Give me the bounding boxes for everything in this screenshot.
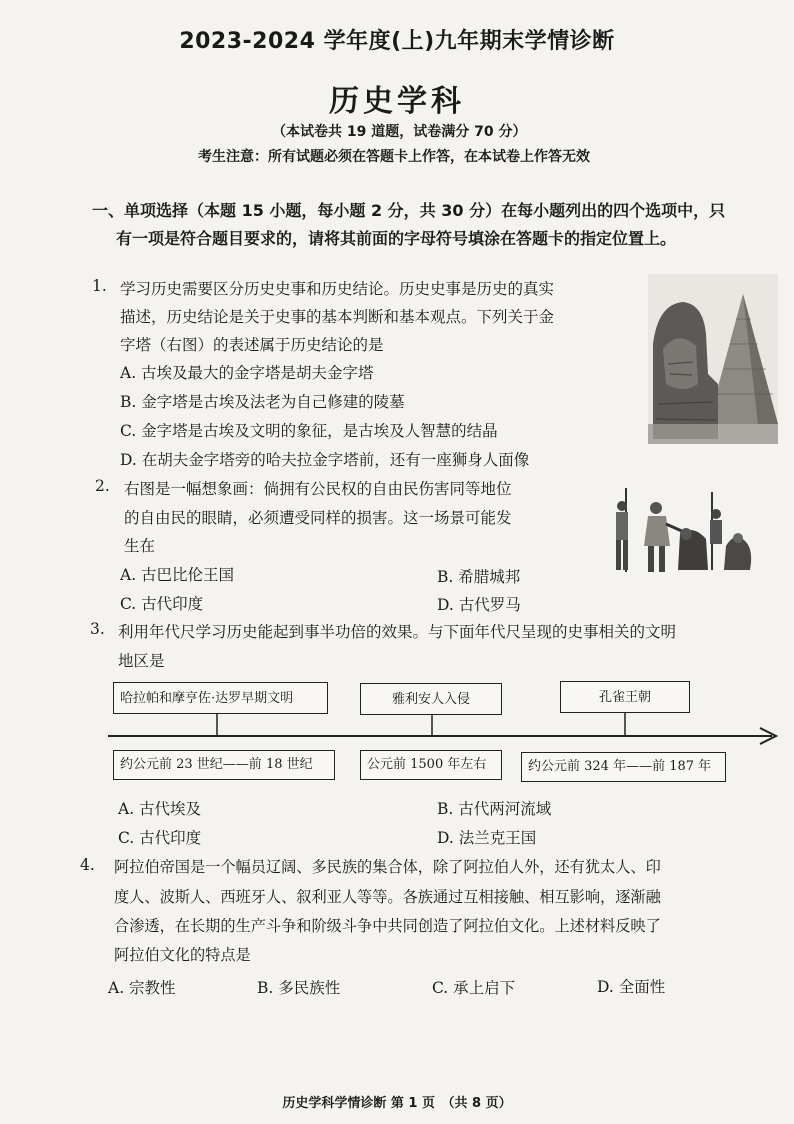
q1-line-1: 学习历史需要区分历史史事和历史结论。历史史事是历史的真实: [120, 280, 555, 298]
q4-option-a: A. 宗教性: [108, 979, 176, 997]
section-line-1: 一、单项选择（本题 15 小题，每小题 2 分，共 30 分）在每小题列出的四个选项中，只: [92, 201, 726, 220]
q2-line-2: 的自由民的眼睛，必须遭受同样的损害。这一场景可能发: [124, 509, 512, 527]
q4-number: 4.: [80, 856, 95, 874]
q2-line-1: 右图是一幅想象画：倘拥有公民权的自由民伤害同等地位: [124, 480, 512, 498]
q1-number: 1.: [92, 277, 107, 295]
timeline-date-2: 公元前 1500 年左右: [360, 750, 502, 780]
section-line-2: 有一项是符合题目要求的，请将其前面的字母符号填涂在答题卡的指定位置上。: [116, 229, 677, 248]
q4-line-4: 阿拉伯文化的特点是: [114, 946, 251, 964]
section-heading: [92, 197, 772, 253]
q1-option-d: D. 在胡夫金字塔旁的哈夫拉金字塔前，还有一座狮身人面像: [120, 451, 530, 469]
q1-line-3: 字塔（右图）的表述属于历史结论的是: [120, 336, 384, 354]
q2-number: 2.: [95, 477, 110, 495]
timeline-date-3: 约公元前 324 年——前 187 年: [521, 752, 726, 782]
timeline-date-1: 约公元前 23 世纪——前 18 世纪: [113, 750, 335, 780]
q3-option-c: C. 古代印度: [118, 829, 202, 847]
q4-line-1: 阿拉伯帝国是一个幅员辽阔、多民族的集合体，除了阿拉伯人外，还有犹太人、印: [114, 858, 661, 876]
q2-line-3: 生在: [124, 537, 156, 555]
q3-option-b: B. 古代两河流域: [437, 800, 552, 818]
q2-option-a: A. 古巴比伦王国: [120, 566, 235, 584]
q4-line-2: 度人、波斯人、西班牙人、叙利亚人等等。各族通过互相接触、相互影响，逐渐融: [114, 888, 661, 906]
q4-option-b: B. 多民族性: [257, 979, 341, 997]
q1-line-2: 描述，历史结论是关于史事的基本判断和基本观点。下列关于金: [120, 308, 555, 326]
timeline-event-1: 哈拉帕和摩亨佐·达罗早期文明: [113, 682, 328, 714]
q3-number: 3.: [90, 620, 105, 638]
q2-option-c: C. 古代印度: [120, 595, 204, 613]
q4-line-3: 合渗透，在长期的生产斗争和阶级斗争中共同创造了阿拉伯文化。上述材料反映了: [114, 917, 661, 935]
timeline-axis: [100, 712, 790, 752]
exam-notice: 考生注意：所有试题必须在答题卡上作答，在本试卷上作答无效: [198, 149, 590, 165]
timeline-event-2: 雅利安人入侵: [360, 683, 502, 715]
sphinx-pyramid-image: [648, 274, 778, 444]
q1-option-c: C. 金字塔是古埃及文明的象征，是古埃及人智慧的结晶: [120, 422, 498, 440]
exam-title: 2023-2024 学年度(上)九年期末学情诊断: [179, 29, 615, 54]
q3-line-1: 利用年代尺学习历史能起到事半功倍的效果。与下面年代尺呈现的史事相关的文明: [118, 623, 677, 641]
page-footer: 历史学科学情诊断 第 1 页 （共 8 页）: [282, 1096, 512, 1111]
q2-option-b: B. 希腊城邦: [437, 568, 521, 586]
q4-option-c: C. 承上启下: [432, 979, 516, 997]
q3-line-2: 地区是: [118, 652, 165, 670]
timeline-event-3: 孔雀王朝: [560, 681, 690, 713]
q2-option-d: D. 古代罗马: [437, 596, 521, 614]
q3-option-a: A. 古代埃及: [118, 800, 202, 818]
q1-option-a: A. 古埃及最大的金字塔是胡夫金字塔: [120, 364, 374, 382]
q1-option-b: B. 金字塔是古埃及法老为自己修建的陵墓: [120, 393, 405, 411]
q4-option-d: D. 全面性: [597, 978, 666, 996]
subject-title: 历史学科: [329, 84, 465, 119]
punishment-scene-image: [608, 484, 758, 576]
q3-option-d: D. 法兰克王国: [437, 829, 537, 847]
exam-info: （本试卷共 19 道题，试卷满分 70 分）: [272, 124, 527, 140]
